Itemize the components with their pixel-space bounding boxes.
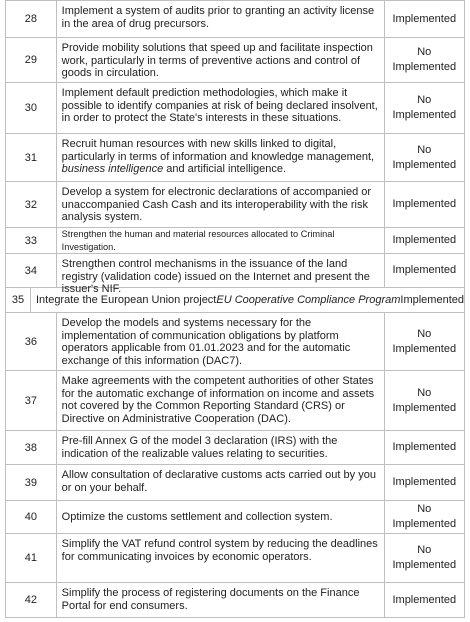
row-number: 35	[5, 288, 31, 312]
table-row	[5, 83, 465, 134]
status-cell: No Implemented	[385, 38, 465, 82]
row-description: Develop a system for electronic declarations of accompanied or unaccompanied Cash Cash and its interoperability with the risk analysis system.	[57, 182, 385, 227]
status-cell: Implemented	[385, 465, 465, 500]
status-cell: Implemented	[385, 1, 465, 37]
description-text: Recruit human resources with new skills linked to digital, particularly in terms of information and knowledge management,	[61, 138, 375, 163]
row-description: Optimize the customs settlement and collection system.	[57, 501, 385, 533]
row-number: 33	[5, 228, 57, 253]
table-row	[5, 134, 465, 182]
table-row	[5, 431, 465, 465]
row-description: Implement default prediction methodologies, which make it possible to identify companies at risk of being declared insolvent, in order to protect the State's interests in these situations.	[57, 83, 385, 133]
table-row	[5, 254, 465, 295]
status-cell: No Implemented	[385, 83, 465, 133]
status-cell: Implemented	[385, 431, 465, 464]
status-cell: No Implemented	[385, 501, 465, 533]
status-cell: No Implemented	[385, 313, 465, 370]
description-italic: business intelligence	[61, 163, 164, 175]
table-row	[5, 182, 465, 228]
row-description	[57, 134, 385, 181]
table-row	[5, 288, 465, 313]
row-number: 37	[5, 371, 57, 430]
table-row	[5, 501, 465, 534]
row-description: Make agreements with the competent authorities of other States for the automatic exchange of information on income and assets not covered by the Common Reporting Standard (CRS) or Directive on Administrative Cooperation (DAC).	[57, 371, 385, 430]
row-description: Provide mobility solutions that speed up and facilitate inspection work, particularly in terms of preventive actions and control of goods in circulation.	[57, 38, 385, 82]
status-cell: Implemented	[385, 254, 465, 287]
row-number: 29	[5, 38, 57, 82]
row-number: 40	[5, 501, 57, 533]
status-cell: Implemented	[385, 583, 465, 617]
table-row	[5, 313, 465, 371]
row-description: Pre-fill Annex G of the model 3 declaration (IRS) with the indication of the realizable values relating to securities.	[57, 431, 385, 464]
table-row	[5, 534, 465, 583]
row-description	[31, 288, 465, 312]
row-number: 28	[5, 1, 57, 37]
row-description: Develop the models and systems necessary for the implementation of communication obligations by platform operators applicable from 01.01.2023 and for the automatic exchange of this information (DAC7).	[57, 313, 385, 370]
status-cell: No Implemented	[385, 534, 465, 582]
row-description: Simplify the VAT refund control system by reducing the deadlines for communicating invoices by economic operators.	[57, 534, 385, 582]
row-description: Strengthen control mechanisms in the issuance of the land registry (validation code) issued on the Internet and present the issuer's NIF.	[57, 254, 385, 287]
row-number: 32	[5, 182, 57, 227]
row-number: 38	[5, 431, 57, 464]
description-text: Integrate the European Union project	[35, 294, 217, 306]
status-cell: Implemented	[385, 228, 465, 253]
row-description: Allow consultation of declarative customs acts carried out by you or on your behalf.	[57, 465, 385, 500]
row-number: 34	[5, 254, 57, 287]
table-row	[5, 583, 465, 618]
status-text: Implemented	[400, 294, 464, 306]
row-number: 41	[5, 534, 57, 582]
row-number: 30	[5, 83, 57, 133]
row-number: 39	[5, 465, 57, 500]
status-cell: No Implemented	[385, 371, 465, 430]
measures-table	[5, 0, 465, 618]
description-italic: EU Cooperative Compliance Program	[216, 294, 401, 306]
table-row	[5, 465, 465, 501]
description-text: and artificial intelligence.	[163, 163, 287, 175]
row-number: 42	[5, 583, 57, 617]
table-row	[5, 1, 465, 38]
row-number: 36	[5, 313, 57, 370]
row-description: Simplify the process of registering documents on the Finance Portal for end consumers.	[57, 583, 385, 617]
status-cell: No Implemented	[385, 134, 465, 181]
row-number: 31	[5, 134, 57, 181]
row-description: Implement a system of audits prior to granting an activity license in the area of drug precursors.	[57, 1, 385, 37]
status-cell: Implemented	[385, 182, 465, 227]
table-row	[5, 38, 465, 83]
row-description: Strengthen the human and material resources allocated to Criminal Investigation.	[57, 228, 385, 253]
table-row	[5, 371, 465, 431]
table-row	[5, 228, 465, 254]
